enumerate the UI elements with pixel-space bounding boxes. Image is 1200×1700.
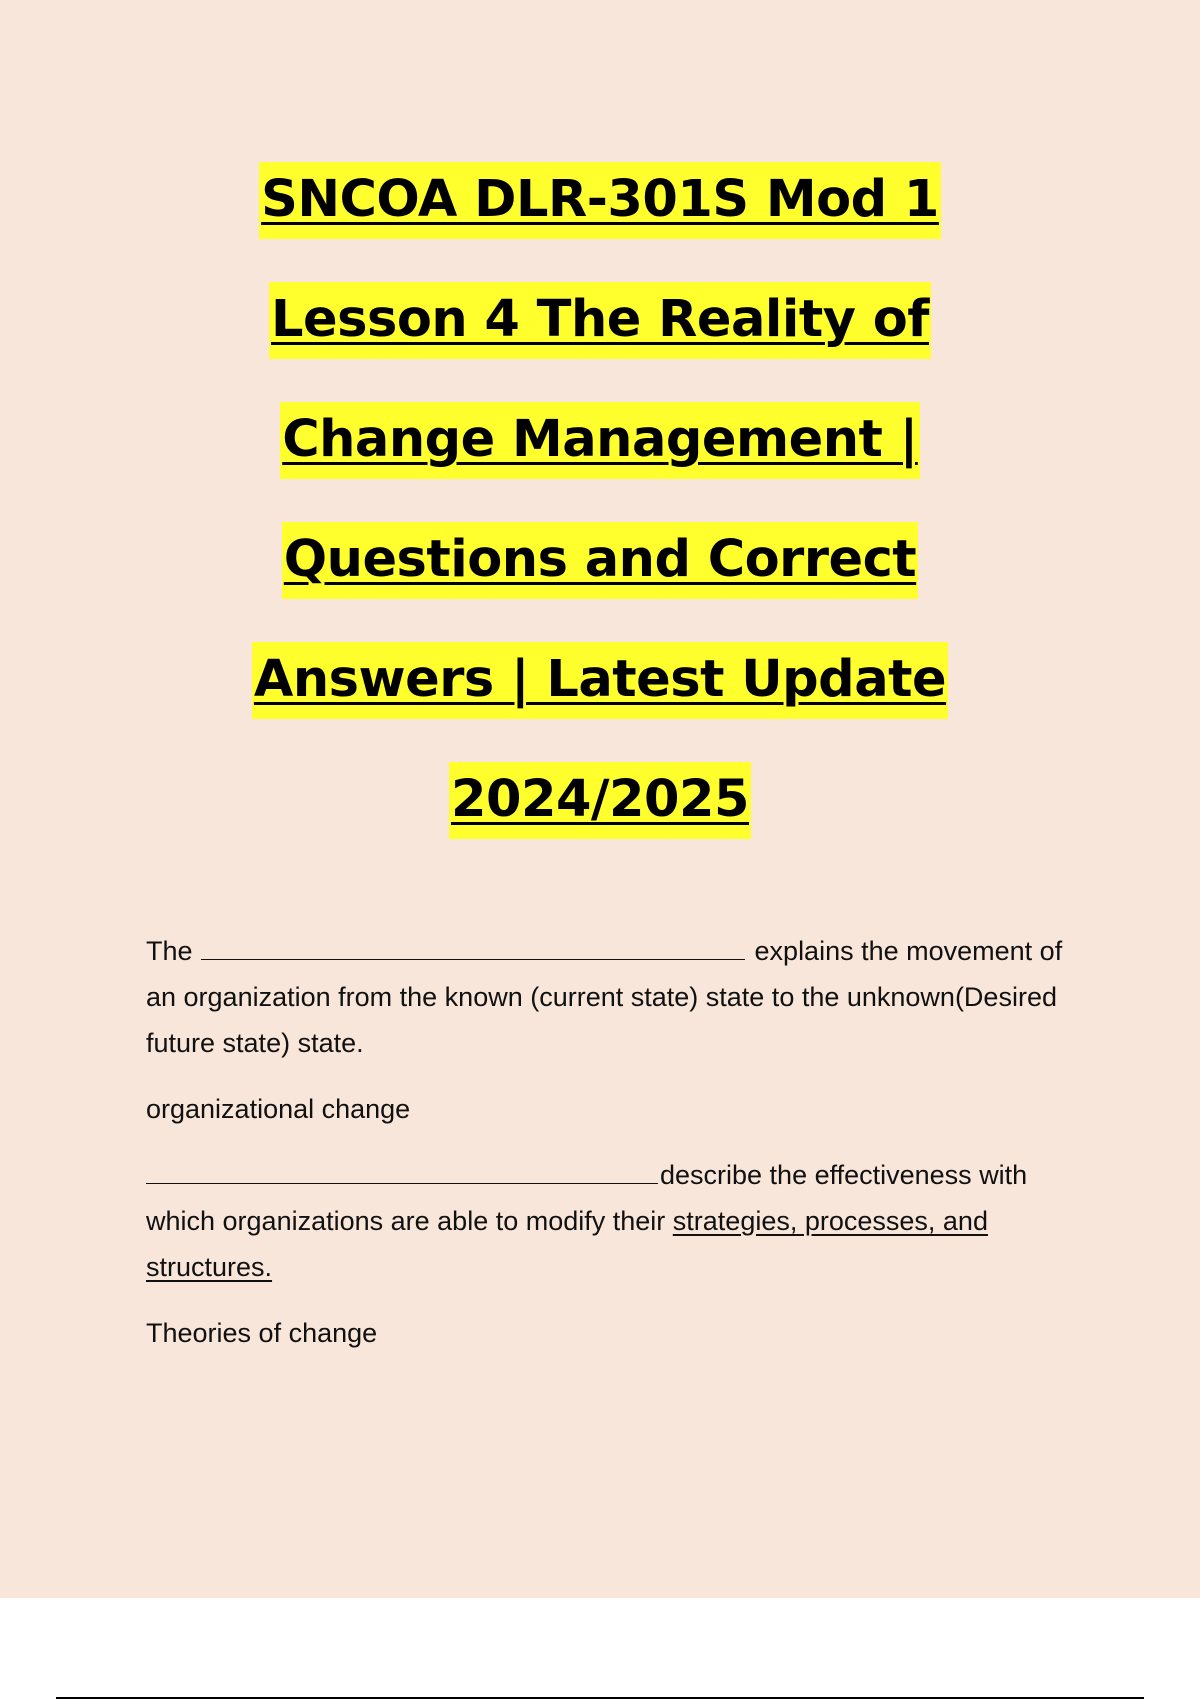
answer-2: Theories of change [146,1318,378,1348]
title-line [0,620,1200,740]
title-line-text: Change Management | [280,402,920,479]
question-1-text: explains the movement of an organization from the known (current state) state to the unknown(Desired future state) state. [146,936,1063,1058]
title-line-text: Questions and Correct [282,522,918,599]
answer-1: organizational change [146,1094,411,1124]
title-line-text: SNCOA DLR-301S Mod 1 [259,162,941,239]
question-2-underlined-text: strategies, processes, and structures. [146,1206,988,1282]
title-line [0,740,1200,860]
answer-blank [201,933,745,960]
title-line-text: Lesson 4 The Reality of [269,282,931,359]
answer-blank [146,1157,658,1184]
question-1-lead: The [146,936,193,966]
question-2 [146,1152,1066,1290]
footer-divider [56,1697,1144,1699]
title-line [0,380,1200,500]
title-line [0,500,1200,620]
document-title [0,140,1200,860]
title-line [0,260,1200,380]
document-body [146,928,1066,1376]
title-line-text: Answers | Latest Update [252,642,948,719]
title-line [0,140,1200,260]
title-line-text: 2024/2025 [449,762,751,839]
question-1 [146,928,1066,1066]
question-2-text: describe the effectiveness with which organizations are able to modify their [146,1160,1028,1236]
